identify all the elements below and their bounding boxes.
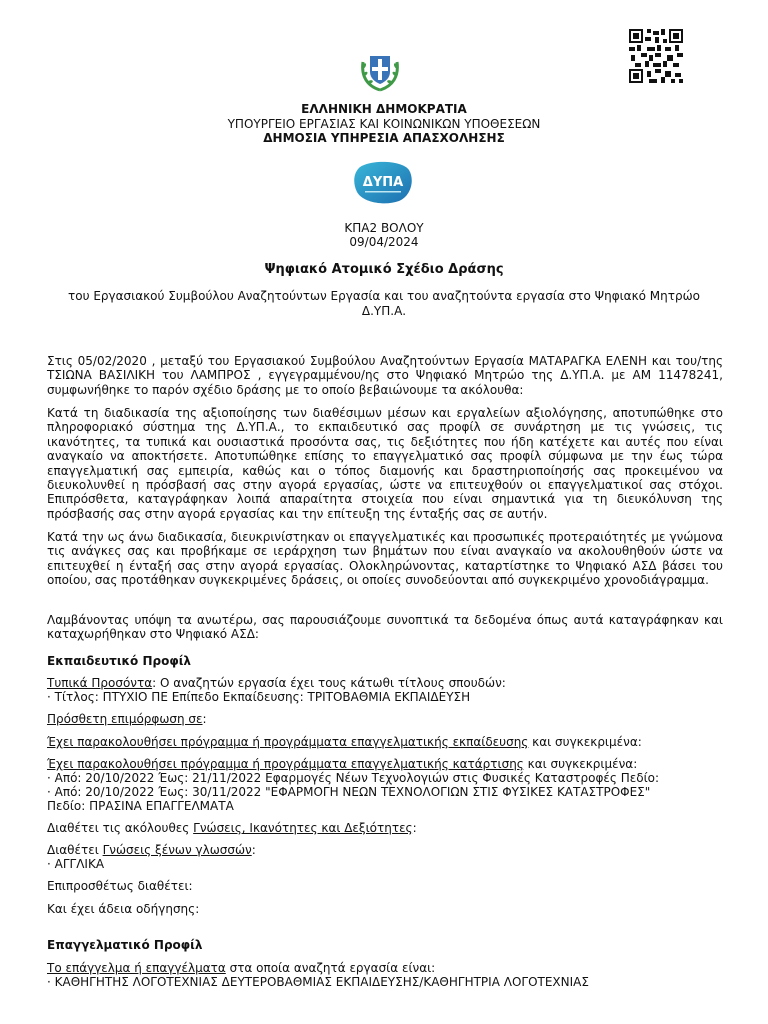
vocational-education-line (47, 735, 642, 749)
occupations-line (47, 961, 435, 975)
occupations-label: Το επάγγελμα ή επαγγέλματα (47, 961, 226, 975)
driving-license-line: Και έχει άδεια οδήγησης: (47, 902, 200, 916)
occupations-text: στα οποία αναζητά εργασία είναι: (225, 961, 436, 975)
skills-prefix: Διαθέτει τις ακόλουθες (47, 821, 194, 835)
degree-entry: · Τίτλος: ΠΤΥΧΙΟ ΠΕ Επίπεδο Εκπαίδευσης: ΤΡΙΤΟΒΑΘΜΙΑ ΕΚΠΑΙΔΕΥΣΗ (47, 690, 471, 704)
additionally-line: Επιπροσθέτως διαθέτει: (47, 879, 193, 893)
greek-emblem-icon (355, 44, 405, 94)
languages-prefix: Διαθέτει (47, 843, 103, 857)
header-ministry: ΥΠΟΥΡΓΕΙΟ ΕΡΓΑΣΙΑΣ ΚΑΙ ΚΟΙΝΩΝΙΚΩΝ ΥΠΟΘΕΣΕΩΝ (227, 117, 541, 131)
dypa-logo (353, 160, 413, 204)
subtitle-line-1: του Εργασιακού Συμβούλου Αναζητούντων Εργασία και του αναζητούντα εργασία στο Ψηφιακό Μητρώο (68, 289, 700, 303)
header-country: ΕΛΛΗΝΙΚΗ ΔΗΜΟΚΡΑΤΙΑ (301, 102, 467, 116)
formal-qualifications-line (47, 676, 506, 690)
additional-training-label: Πρόσθετη επιμόρφωση σε (47, 712, 203, 726)
vocational-education-text: και συγκεκριμένα: (528, 735, 642, 749)
formal-qualifications-text: : Ο αναζητών εργασία έχει τους κάτωθι τίτλους σπουδών: (152, 676, 506, 690)
subtitle-line-2: Δ.ΥΠ.Α. (361, 304, 407, 318)
training-field: Πεδίο: ΠΡΑΣΙΝΑ ΕΠΑΓΓΕΛΜΑΤΑ (47, 799, 234, 813)
skills-label: Γνώσεις, Ικανότητες και Δεξιότητες (193, 821, 413, 835)
language-entry: · ΑΓΓΛΙΚΑ (47, 857, 105, 871)
skills-colon: : (412, 821, 417, 835)
paragraph-agreement: Στις 05/02/2020 , μεταξύ του Εργασιακού Συμβούλου Αναζητούντων Εργασία ΜΑΤΑΡΑΓΚΑ ΕΛΕΝΗ και του/της ΤΣΙΩΝΑ ΒΑΣΙΛΙΚΗ του ΛΑΜΠΡΟΣ , εγγεγραμμένου/ης στο Ψηφιακό Μητρώο της Δ.ΥΠ.Α. με ΑΜ 11478241, συμφωνήθηκε το παρόν σχέδιο δράσης με το οποίο βεβαιώνουμε τα ακόλουθα: (47, 354, 723, 397)
formal-qualifications-label: Τυπικά Προσόντα (47, 676, 153, 690)
vocational-training-line (47, 757, 637, 771)
languages-label: Γνώσεις ξένων γλωσσών (102, 843, 252, 857)
paragraph-summary-intro: Λαμβάνοντας υπόψη τα ανωτέρω, σας παρουσιάζουμε συνοπτικά τα δεδομένα όπως αυτά καταγράφηκαν και καταχωρήθηκαν στο Ψηφιακό ΑΣΔ: (47, 613, 723, 642)
paragraph-priorities: Κατά την ως άνω διαδικασία, διευκρινίστηκαν οι επαγγελματικές και προσωπικές προτεραιότητές με γνώμονα τις ανάγκες σας και προβήκαμε σε ιεράρχηση των βημάτων που είναι αναγκαίο να ακολουθηθούν ώστε να επιτευχθεί η ένταξή σας στην αγορά εργασίας. Ολοκληρώνοντας, καταρτίστηκε το Ψηφιακό ΑΣΔ βάσει του οποίου, σας προτάθηκαν συγκεκριμένες δράσεις, οι οποίες συνοδεύονται από συγκεκριμένο χρονοδιάγραμμα. (47, 530, 723, 588)
training-entry-1: · Από: 20/10/2022 Έως: 21/11/2022 Εφαρμογές Νέων Τεχνολογιών στις Φυσικές Καταστροφές Πεδίο: (47, 771, 660, 785)
vocational-training-text: και συγκεκριμένα: (523, 757, 638, 771)
document-date: 09/04/2024 (349, 235, 419, 249)
occupation-entry: · ΚΑΘΗΓΗΤΗΣ ΛΟΓΟΤΕΧΝΙΑΣ ΔΕΥΤΕΡΟΒΑΘΜΙΑΣ ΕΚΠΑΙΔΕΥΣΗΣ/ΚΑΘΗΓΗΤΡΙΑ ΛΟΓΟΤΕΧΝΙΑΣ (47, 975, 589, 989)
languages-line (47, 843, 256, 857)
vocational-education-label: Έχει παρακολουθήσει πρόγραμμα ή προγράμματα επαγγελματικής εκπαίδευσης (47, 735, 529, 749)
paragraph-assessment: Κατά τη διαδικασία της αξιοποίησης των διαθέσιμων μέσων και εργαλείων αξιολόγησης, αποτυπώθηκε στο πληροφοριακό σύστημα της Δ.ΥΠ.Α., το εκπαιδευτικό σας προφίλ σε συνάρτηση με τις γνώσεις, τις ικανότητες, τα τυπικά και ουσιαστικά προσόντα σας, τις δεξιότητες που ήδη κατέχετε και αυτές που είναι αναγκαίο να αποκτήσετε. Αποτυπώθηκε επίσης το επαγγελματικό σας προφίλ σύμφωνα με την έως τώρα επαγγελματική σας εμπειρία, καθώς και ο τόπος διαμονής και δραστηριοποίησής σας προκειμένου να διευκολυνθεί η πρόσβασή σας στην αγορά εργασίας, ώστε να επιτευχθούν οι επαγγελματικοί σας στόχοι. Επιπρόσθετα, καταγράφηκαν λοιπά απαραίτητα στοιχεία που είναι σημαντικά για τη διευκόλυνση της πρόσβασής σας στην αγορά εργασίας και την επίτευξη της ένταξής σας σε αυτήν. (47, 406, 723, 521)
additional-training-colon: : (202, 712, 207, 726)
office-name: ΚΠΑ2 ΒΟΛΟΥ (344, 221, 424, 235)
skills-line (47, 821, 417, 835)
document-title: Ψηφιακό Ατομικό Σχέδιο Δράσης (264, 262, 504, 277)
header-agency: ΔΗΜΟΣΙΑ ΥΠΗΡΕΣΙΑ ΑΠΑΣΧΟΛΗΣΗΣ (263, 131, 505, 145)
languages-colon: : (251, 843, 256, 857)
qr-code-icon (629, 29, 683, 83)
additional-training-line (47, 712, 207, 726)
education-profile-heading: Εκπαιδευτικό Προφίλ (47, 654, 191, 668)
professional-profile-heading: Επαγγελματικό Προφίλ (47, 938, 203, 952)
training-entry-2: · Από: 20/10/2022 Έως: 30/11/2022 "ΕΦΑΡΜΟΓΗ ΝΕΩΝ ΤΕΧΝΟΛΟΓΙΩΝ ΣΤΙΣ ΦΥΣΙΚΕΣ ΚΑΤΑΣΤΡΟΦΕΣ" (47, 785, 651, 799)
vocational-training-label: Έχει παρακολουθήσει πρόγραμμα ή προγράμματα επαγγελματικής κατάρτισης (47, 757, 524, 771)
logo-text: ΔΥΠΑ (362, 175, 404, 190)
